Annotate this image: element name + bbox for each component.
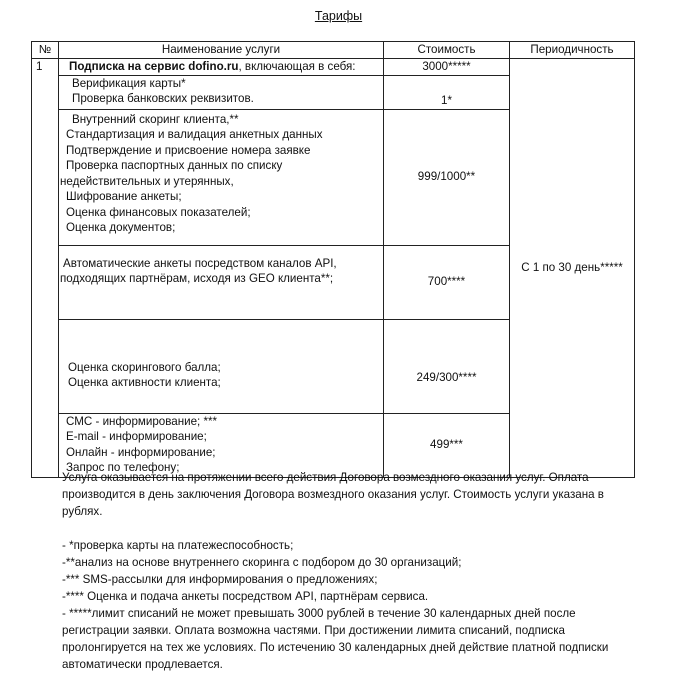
service-group-4-cost <box>384 319 510 413</box>
service-group-2 <box>59 109 384 245</box>
footnote-item: - *****лимит списаний не может превышать 3000 рублей в течение 30 календарных дней после регистрации заявки. Оплата возможна частями. При достижении лимита списаний, подписка пролонгируется на тех же условиях. По истечению 30 календарных дней действие платной подписки автоматически продлевается. <box>62 607 609 671</box>
service-group-1 <box>59 75 384 109</box>
service-line: Стандартизация и валидация анкетных данных <box>66 128 323 141</box>
footnote-item: -**** Оценка и подача анкеты посредством API, партнёрам сервиса. <box>62 590 429 603</box>
cost-value: 999/1000** <box>417 170 476 184</box>
subscription-title: Подписка на сервис dofino.ru <box>69 60 239 73</box>
header-cost: Стоимость <box>384 42 510 59</box>
subscription-cell <box>59 59 384 76</box>
service-group-5 <box>59 413 384 477</box>
service-line: недействительных и утерянных, <box>60 174 234 188</box>
service-line: Подтверждение и присвоение номера заявке <box>66 143 311 157</box>
document-title: Тарифы <box>314 9 363 23</box>
subscription-title-rest: , включающая в себя: <box>238 60 356 73</box>
service-line: Автоматические анкеты посредством каналов API, <box>63 256 337 270</box>
footnote-item: - *проверка карты на платежеспособность; <box>62 539 294 552</box>
service-line: Проверка паспортных данных по списку <box>66 159 283 172</box>
service-line: Запрос по телефону; <box>66 461 180 474</box>
notes-paragraph: Услуга оказывается на протяжении всего действия Договора возмездного оказания услуг. Оплата производится в день заключения Договора возмездного оказания услуг. Стоимость услуги указана в рублях. <box>62 471 604 518</box>
header-service-name: Наименование услуги <box>59 42 384 59</box>
service-line: Оценка активности клиента; <box>68 376 221 389</box>
tariff-table <box>31 41 635 478</box>
header-number: № <box>32 42 59 59</box>
service-line: Оценка скорингового балла; <box>68 360 221 374</box>
row-number: 1 <box>32 59 59 478</box>
service-line: Оценка финансовых показателей; <box>66 205 251 219</box>
service-group-4 <box>59 319 384 413</box>
service-line: Внутренний скоринг клиента,** <box>72 112 239 126</box>
service-group-3 <box>59 245 384 319</box>
service-line: Верификация карты* <box>72 76 186 90</box>
table-row <box>32 59 635 76</box>
service-group-2-cost <box>384 109 510 245</box>
service-group-1-cost <box>384 75 510 109</box>
service-group-3-cost <box>384 245 510 319</box>
service-line: E-mail - информирование; <box>66 430 207 443</box>
subscription-cost: 3000***** <box>384 59 510 76</box>
notes-section <box>62 469 632 673</box>
service-line: подходящих партнёрам, исходя из GEO клиента**; <box>60 272 334 285</box>
service-line: Оценка документов; <box>66 221 176 234</box>
service-line: Проверка банковских реквизитов. <box>72 92 254 105</box>
table-header-row <box>32 42 635 59</box>
service-group-5-cost <box>384 413 510 477</box>
cost-value: 499*** <box>430 438 463 452</box>
cost-value: 249/300**** <box>416 371 477 385</box>
cost-value: 700**** <box>427 275 466 289</box>
footnote-item: -*** SMS-рассылки для информирования о предложениях; <box>62 573 378 586</box>
cost-value: 1* <box>441 94 452 107</box>
service-line: Шифрование анкеты; <box>66 190 182 203</box>
period-cell: С 1 по 30 день***** <box>510 59 635 478</box>
service-line: СМС - информирование; *** <box>66 414 218 428</box>
footnote-item: -**анализ на основе внутреннего скоринга с подбором до 30 организаций; <box>62 556 462 569</box>
header-periodicity: Периодичность <box>510 42 635 59</box>
service-line: Онлайн - информирование; <box>66 445 216 459</box>
